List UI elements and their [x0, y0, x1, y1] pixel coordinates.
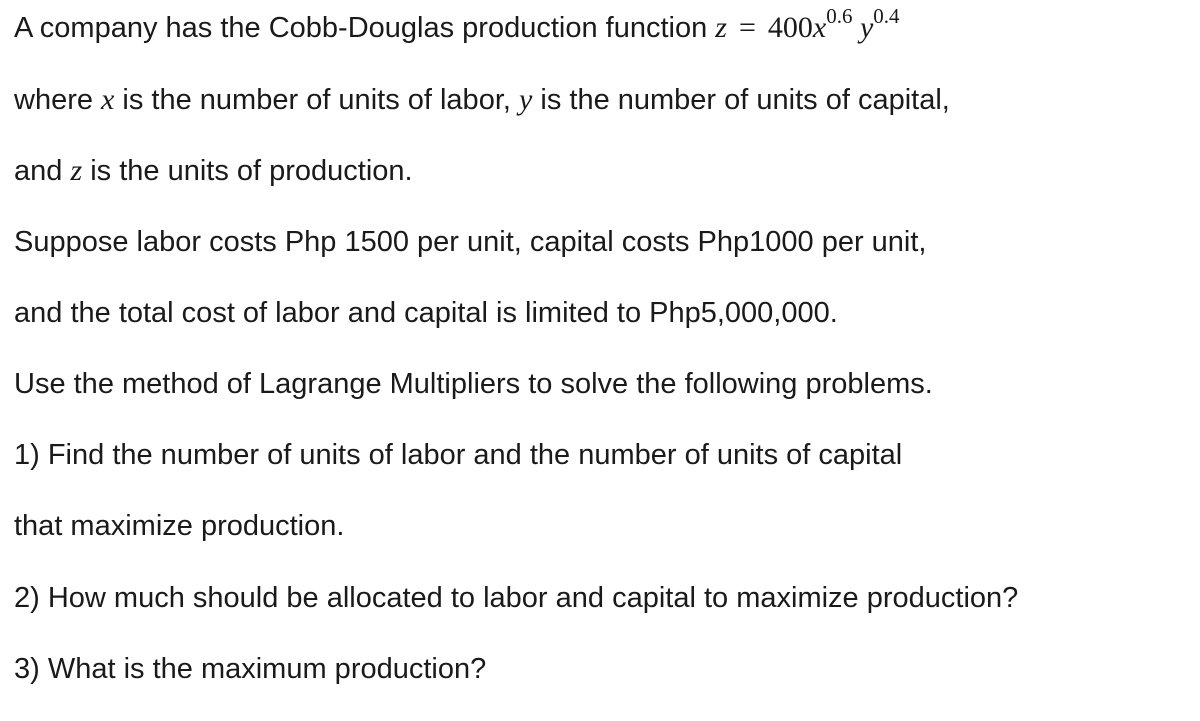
variable-z: z — [715, 11, 727, 44]
text-segment: is the number of units of labor, — [114, 84, 519, 116]
coefficient: 400 — [767, 11, 813, 44]
production-function-formula — [715, 4, 900, 44]
question-1-line-2: that maximize production. — [14, 510, 345, 542]
exponent-y: 0.4 — [873, 4, 900, 28]
question-2: 2) How much should be allocated to labor and capital to maximize production? — [14, 582, 1019, 614]
problem-line-2 — [14, 82, 950, 118]
variable-z: z — [70, 154, 83, 187]
intro-text: A company has the Cobb-Douglas production function — [14, 12, 716, 44]
text-segment: is the number of units of capital, — [532, 84, 950, 116]
problem-line-6: Use the method of Lagrange Multipliers to solve the following problems. — [14, 368, 933, 400]
problem-line-3 — [14, 153, 413, 189]
variable-x: x — [101, 83, 115, 116]
variable-y: y — [519, 83, 533, 116]
variable-x: x — [812, 11, 827, 44]
text-segment: and — [14, 155, 71, 187]
text-segment: is the units of production. — [82, 155, 413, 187]
question-3: 3) What is the maximum production? — [14, 653, 487, 685]
problem-line-4: Suppose labor costs Php 1500 per unit, capital costs Php1000 per unit, — [14, 226, 927, 258]
exponent-x: 0.6 — [826, 4, 853, 28]
variable-y: y — [859, 11, 874, 44]
text-segment: where — [14, 84, 102, 116]
problem-line-5: and the total cost of labor and capital is limited to Php5,000,000. — [14, 297, 838, 329]
question-1-line-1: 1) Find the number of units of labor and the number of units of capital — [14, 439, 903, 471]
equals-sign: = — [738, 11, 756, 44]
problem-line-1 — [14, 4, 900, 48]
